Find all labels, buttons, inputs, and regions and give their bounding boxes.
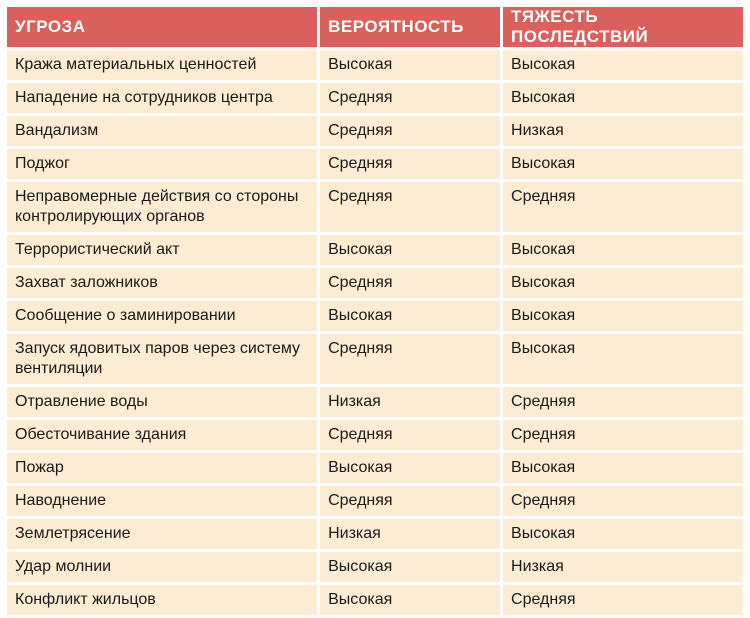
cell-probability: Средняя [320,149,500,179]
cell-severity: Высокая [503,334,743,384]
table-row [7,268,743,298]
cell-threat: Удар молнии [7,552,317,582]
table-row [7,387,743,417]
cell-threat: Захват заложников [7,268,317,298]
cell-severity: Высокая [503,453,743,483]
table-row [7,585,743,615]
table-row [7,453,743,483]
cell-probability: Высокая [320,235,500,265]
cell-severity: Высокая [503,235,743,265]
cell-threat: Поджог [7,149,317,179]
cell-severity: Высокая [503,268,743,298]
table-row [7,182,743,232]
cell-threat: Сообщение о заминировании [7,301,317,331]
cell-probability: Низкая [320,387,500,417]
cell-severity: Средняя [503,182,743,232]
cell-threat: Землетрясение [7,519,317,549]
cell-probability: Средняя [320,116,500,146]
table-row [7,552,743,582]
cell-severity: Низкая [503,116,743,146]
header-probability: ВЕРОЯТНОСТЬ [320,7,500,47]
cell-probability: Высокая [320,50,500,80]
cell-severity: Высокая [503,149,743,179]
cell-probability: Средняя [320,420,500,450]
header-threat: УГРОЗА [7,7,317,47]
table-row [7,116,743,146]
cell-severity: Средняя [503,486,743,516]
cell-severity: Средняя [503,387,743,417]
cell-threat: Террористический акт [7,235,317,265]
cell-severity: Высокая [503,519,743,549]
cell-probability: Низкая [320,519,500,549]
cell-threat: Пожар [7,453,317,483]
cell-threat: Запуск ядовитых паров через систему вентиляции [7,334,317,384]
cell-probability: Средняя [320,182,500,232]
cell-threat: Нападение на сотрудников центра [7,83,317,113]
table-row [7,301,743,331]
cell-probability: Средняя [320,83,500,113]
cell-probability: Высокая [320,585,500,615]
cell-probability: Средняя [320,334,500,384]
cell-severity: Средняя [503,585,743,615]
cell-probability: Высокая [320,552,500,582]
table-row [7,235,743,265]
cell-probability: Средняя [320,268,500,298]
cell-severity: Высокая [503,301,743,331]
table-row [7,420,743,450]
table-row [7,486,743,516]
cell-threat: Вандализм [7,116,317,146]
table-row [7,50,743,80]
table-row [7,519,743,549]
cell-severity: Высокая [503,83,743,113]
cell-threat: Конфликт жильцов [7,585,317,615]
table-row [7,83,743,113]
cell-severity: Средняя [503,420,743,450]
cell-probability: Высокая [320,301,500,331]
threat-table [4,4,746,618]
cell-probability: Высокая [320,453,500,483]
table-row [7,149,743,179]
cell-threat: Неправомерные действия со стороны контролирующих органов [7,182,317,232]
header-row [7,7,743,47]
table-row [7,334,743,384]
cell-probability: Средняя [320,486,500,516]
header-severity: ТЯЖЕСТЬ ПОСЛЕДСТВИЙ [503,7,743,47]
cell-threat: Кража материальных ценностей [7,50,317,80]
cell-severity: Низкая [503,552,743,582]
cell-threat: Наводнение [7,486,317,516]
cell-threat: Обесточивание здания [7,420,317,450]
cell-threat: Отравление воды [7,387,317,417]
cell-severity: Высокая [503,50,743,80]
